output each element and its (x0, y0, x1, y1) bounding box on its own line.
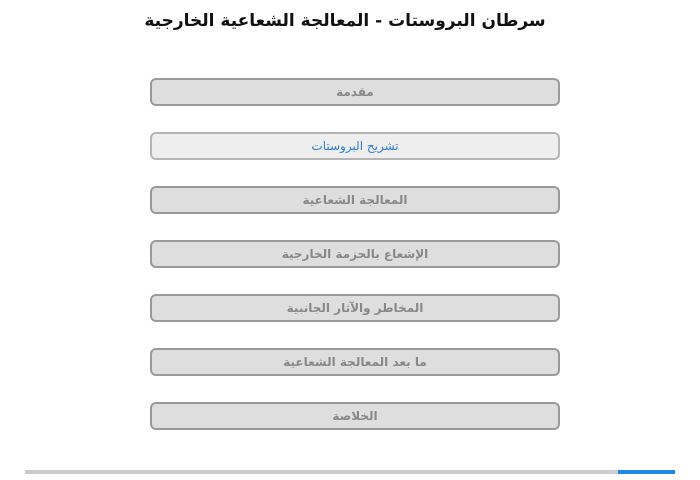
progress-bar-fill (618, 470, 675, 474)
page-title: سرطان البروستات - المعالجة الشعاعية الخارجية (144, 11, 546, 31)
menu-item-introduction[interactable]: مقدمة (150, 78, 560, 106)
section-menu (150, 78, 560, 456)
progress-bar (25, 470, 675, 474)
menu-item-after-radiation[interactable]: ما بعد المعالجة الشعاعية (150, 348, 560, 376)
menu-item-risks-side-effects[interactable]: المخاطر والآثار الجانبية (150, 294, 560, 322)
menu-item-summary[interactable]: الخلاصة (150, 402, 560, 430)
menu-item-prostate-anatomy[interactable]: تشريح البروستات (150, 132, 560, 160)
menu-item-external-beam-radiation[interactable]: الإشعاع بالحزمة الخارجية (150, 240, 560, 268)
menu-item-radiation-therapy[interactable]: المعالجة الشعاعية (150, 186, 560, 214)
